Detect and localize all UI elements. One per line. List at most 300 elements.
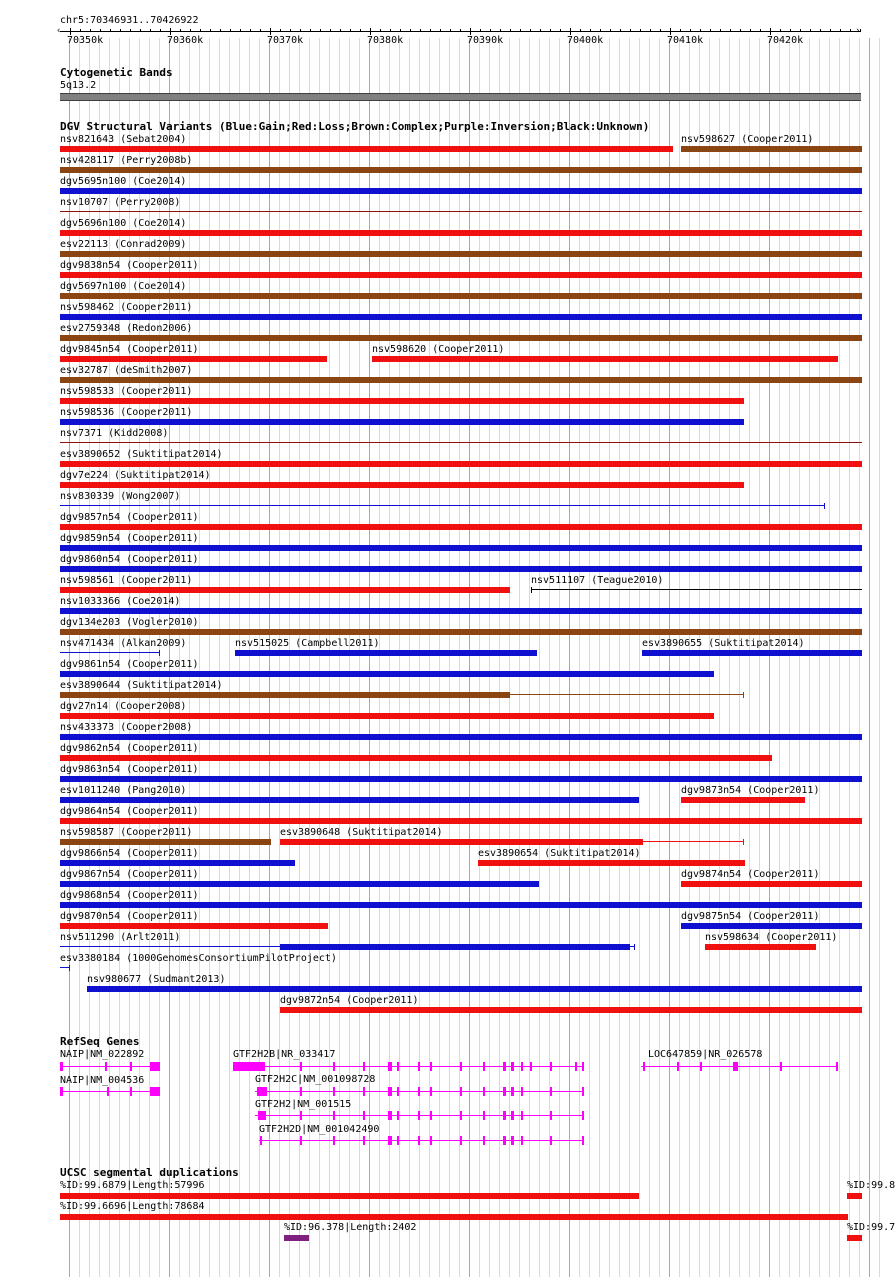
refseq-gene-label[interactable]: GTF2H2D|NM_001042490: [259, 1124, 380, 1135]
dgv-variant-bar[interactable]: [60, 146, 673, 152]
refseq-exon[interactable]: [260, 1136, 262, 1145]
ruler-minor-tick: [440, 29, 441, 32]
ruler-minor-tick: [720, 29, 721, 32]
dgv-variant-label[interactable]: nsv7371 (Kidd2008): [60, 428, 169, 439]
dgv-variant-bar[interactable]: [60, 167, 862, 173]
refseq-exon[interactable]: [418, 1062, 420, 1071]
ruler-minor-tick: [210, 29, 211, 32]
ruler-tick-label: 70360k: [167, 35, 204, 46]
ruler-minor-tick: [580, 29, 581, 32]
refseq-exon[interactable]: [60, 1062, 63, 1071]
dgv-variant-bar[interactable]: [705, 944, 816, 950]
dgv-variant-label[interactable]: esv3890654 (Suktitipat2014): [478, 848, 641, 859]
dgv-variant-line[interactable]: [60, 946, 280, 947]
dgv-variant-label[interactable]: dgv9870n54 (Cooper2011): [60, 911, 199, 922]
dgv-variant-bar[interactable]: [60, 230, 862, 236]
refseq-exon[interactable]: [550, 1111, 552, 1120]
dgv-variant-label[interactable]: nsv1033366 (Coe2014): [60, 596, 181, 607]
dgv-variant-bar[interactable]: [60, 461, 862, 467]
dgv-variant-bar[interactable]: [60, 419, 744, 425]
dgv-variant-bar[interactable]: [60, 335, 862, 341]
refseq-exon[interactable]: [388, 1136, 392, 1145]
ruler-tick-label: 70400k: [567, 35, 604, 46]
refseq-exon[interactable]: [511, 1136, 514, 1145]
dgv-variant-line[interactable]: [531, 589, 862, 590]
dgv-variant-label[interactable]: dgv9873n54 (Cooper2011): [681, 785, 820, 796]
refseq-exon[interactable]: [397, 1087, 399, 1096]
refseq-exon[interactable]: [130, 1087, 132, 1096]
ruler-minor-tick: [650, 29, 651, 32]
dgv-variant-label[interactable]: esv22113 (Conrad2009): [60, 239, 187, 250]
ruler-minor-tick: [840, 29, 841, 32]
ruler-minor-tick: [780, 29, 781, 32]
dgv-variant-label[interactable]: esv3380184 (1000GenomesConsortiumPilotProject): [60, 953, 337, 964]
dgv-variant-label[interactable]: dgv9872n54 (Cooper2011): [280, 995, 419, 1006]
dgv-variant-bar[interactable]: [60, 398, 744, 404]
ruler-minor-tick: [450, 29, 451, 32]
ruler-minor-tick: [560, 29, 561, 32]
dgv-variant-label[interactable]: dgv9874n54 (Cooper2011): [681, 869, 820, 880]
ruler-major-tick: [470, 28, 471, 35]
refseq-gene-label[interactable]: LOC647859|NR_026578: [648, 1049, 763, 1060]
ruler-minor-tick: [590, 29, 591, 32]
dgv-variant-label[interactable]: esv3890644 (Suktitipat2014): [60, 680, 223, 691]
refseq-exon[interactable]: [700, 1062, 702, 1071]
ruler-minor-tick: [630, 29, 631, 32]
dgv-variant-endcap[interactable]: [531, 587, 532, 593]
ruler-tick-label: 70350k: [67, 35, 104, 46]
dgv-variant-label[interactable]: nsv598536 (Cooper2011): [60, 407, 193, 418]
refseq-exon[interactable]: [388, 1111, 392, 1120]
ruler-minor-tick: [200, 29, 201, 32]
ruler-minor-tick: [480, 29, 481, 32]
refseq-exon[interactable]: [363, 1062, 365, 1071]
ruler-minor-tick: [300, 29, 301, 32]
dgv-variant-bar[interactable]: [60, 671, 714, 677]
dgv-variant-endcap[interactable]: [69, 965, 70, 971]
dgv-variant-label[interactable]: dgv9875n54 (Cooper2011): [681, 911, 820, 922]
dgv-variant-label[interactable]: nsv10707 (Perry2008): [60, 197, 181, 208]
dgv-variant-endcap[interactable]: [824, 503, 825, 509]
refseq-exon[interactable]: [503, 1087, 506, 1096]
dgv-variant-bar[interactable]: [60, 314, 862, 320]
ruler-minor-tick: [710, 29, 711, 32]
dgv-variant-bar[interactable]: [60, 251, 862, 257]
segdup-label[interactable]: %ID:99.6696|Length:78684: [60, 1201, 205, 1212]
dgv-variant-bar[interactable]: [280, 1007, 862, 1013]
ruler-minor-tick: [530, 29, 531, 32]
dgv-variant-bar[interactable]: [60, 293, 862, 299]
dgv-variant-bar[interactable]: [642, 650, 862, 656]
refseq-exon[interactable]: [430, 1062, 432, 1071]
dgv-variant-label[interactable]: nsv598587 (Cooper2011): [60, 827, 193, 838]
dgv-variant-bar[interactable]: [60, 608, 862, 614]
cytoband-bar[interactable]: [60, 93, 861, 101]
ruler-major-tick: [370, 28, 371, 35]
refseq-exon[interactable]: [511, 1062, 514, 1071]
refseq-exon[interactable]: [300, 1062, 302, 1071]
ruler-minor-tick: [520, 29, 521, 32]
refseq-exon[interactable]: [60, 1087, 63, 1096]
dgv-variant-label[interactable]: nsv433373 (Cooper2008): [60, 722, 193, 733]
segdup-track-title: UCSC segmental duplications: [60, 1166, 239, 1179]
dgv-variant-label[interactable]: dgv9862n54 (Cooper2011): [60, 743, 199, 754]
dgv-variant-label[interactable]: dgv134e203 (Vogler2010): [60, 617, 199, 628]
dgv-variant-label[interactable]: dgv9866n54 (Cooper2011): [60, 848, 199, 859]
dgv-variant-endcap[interactable]: [634, 944, 635, 950]
refseq-exon[interactable]: [300, 1087, 302, 1096]
dgv-variant-bar[interactable]: [60, 881, 539, 887]
refseq-exon[interactable]: [575, 1062, 577, 1071]
dgv-variant-bar[interactable]: [60, 587, 510, 593]
ruler-minor-tick: [750, 29, 751, 32]
refseq-exon[interactable]: [130, 1062, 132, 1071]
refseq-exon[interactable]: [521, 1111, 523, 1120]
ruler-minor-tick: [820, 29, 821, 32]
dgv-variant-label[interactable]: esv2759348 (Redon2006): [60, 323, 193, 334]
ruler-minor-tick: [640, 29, 641, 32]
ruler-minor-tick: [680, 29, 681, 32]
dgv-variant-line[interactable]: [510, 694, 744, 695]
ruler-minor-tick: [130, 29, 131, 32]
refseq-exon[interactable]: [430, 1136, 432, 1145]
segdup-bar[interactable]: [284, 1235, 309, 1241]
dgv-variant-bar[interactable]: [60, 272, 862, 278]
dgv-variant-label[interactable]: nsv598462 (Cooper2011): [60, 302, 193, 313]
dgv-variant-bar[interactable]: [60, 818, 862, 824]
dgv-variant-bar[interactable]: [681, 797, 805, 803]
ruler-minor-tick: [410, 29, 411, 32]
dgv-variant-label[interactable]: nsv598533 (Cooper2011): [60, 386, 193, 397]
ruler-minor-tick: [460, 29, 461, 32]
refseq-exon[interactable]: [460, 1087, 462, 1096]
dgv-variant-bar[interactable]: [60, 692, 510, 698]
ruler-minor-tick: [230, 29, 231, 32]
dgv-variant-label[interactable]: dgv5695n100 (Coe2014): [60, 176, 187, 187]
refseq-gene-label[interactable]: GTF2H2|NM_001515: [255, 1099, 352, 1110]
refseq-exon[interactable]: [503, 1062, 506, 1071]
refseq-exon[interactable]: [511, 1111, 514, 1120]
ruler-minor-tick: [290, 29, 291, 32]
dgv-variant-bar[interactable]: [60, 188, 862, 194]
ruler-minor-tick: [730, 29, 731, 32]
dgv-variant-line[interactable]: [60, 442, 862, 443]
refseq-exon[interactable]: [483, 1136, 485, 1145]
ruler-minor-tick: [350, 29, 351, 32]
refseq-exon[interactable]: [521, 1136, 523, 1145]
ruler-tick-label: 70370k: [267, 35, 304, 46]
dgv-variant-label[interactable]: nsv428117 (Perry2008b): [60, 155, 193, 166]
ruler-minor-tick: [790, 29, 791, 32]
dgv-variant-label[interactable]: dgv5696n100 (Coe2014): [60, 218, 187, 229]
dgv-variant-bar[interactable]: [60, 713, 714, 719]
segdup-bar[interactable]: [847, 1235, 862, 1241]
dgv-variant-label[interactable]: dgv27n14 (Cooper2008): [60, 701, 187, 712]
dgv-variant-bar[interactable]: [681, 146, 862, 152]
ruler-major-tick: [70, 28, 71, 35]
ruler-minor-tick: [810, 29, 811, 32]
refseq-exon[interactable]: [836, 1062, 838, 1071]
dgv-variant-bar[interactable]: [60, 797, 639, 803]
ruler-major-tick: [270, 28, 271, 35]
refseq-exon[interactable]: [550, 1087, 552, 1096]
refseq-exon[interactable]: [333, 1062, 335, 1071]
segdup-bar[interactable]: [60, 1214, 848, 1220]
range-label: chr5:70346931..70426922: [60, 15, 199, 26]
dgv-variant-endcap[interactable]: [743, 692, 744, 698]
ruler-minor-tick: [100, 29, 101, 32]
ruler-minor-tick: [420, 29, 421, 32]
segdup-label[interactable]: %ID:99.8: [847, 1180, 895, 1191]
refseq-exon[interactable]: [460, 1062, 462, 1071]
dgv-variant-label[interactable]: esv3890648 (Suktitipat2014): [280, 827, 443, 838]
dgv-variant-label[interactable]: nsv830339 (Wong2007): [60, 491, 181, 502]
dgv-variant-label[interactable]: nsv471434 (Alkan2009): [60, 638, 187, 649]
ruler-tick-label: 70380k: [367, 35, 404, 46]
ruler-minor-tick: [430, 29, 431, 32]
dgv-variant-bar[interactable]: [280, 839, 643, 845]
ruler-minor-tick: [310, 29, 311, 32]
refseq-intron-line[interactable]: [60, 1066, 160, 1067]
dgv-variant-label[interactable]: dgv5697n100 (Coe2014): [60, 281, 187, 292]
ruler-major-tick: [770, 28, 771, 35]
dgv-variant-bar[interactable]: [280, 944, 630, 950]
ruler-minor-tick: [250, 29, 251, 32]
refseq-exon[interactable]: [418, 1136, 420, 1145]
refseq-exon[interactable]: [582, 1087, 584, 1096]
dgv-variant-label[interactable]: esv32787 (deSmith2007): [60, 365, 193, 376]
dgv-variant-bar[interactable]: [60, 566, 862, 572]
ruler-minor-tick: [320, 29, 321, 32]
ruler-major-tick: [570, 28, 571, 35]
refseq-exon[interactable]: [503, 1111, 506, 1120]
ruler-minor-tick: [610, 29, 611, 32]
refseq-gene-label[interactable]: GTF2H2B|NR_033417: [233, 1049, 336, 1060]
dgv-track-title: DGV Structural Variants (Blue:Gain;Red:Loss;Brown:Complex;Purple:Inversion;Black:Unknown): [60, 120, 650, 133]
refseq-gene-label[interactable]: GTF2H2C|NM_001098728: [255, 1074, 376, 1085]
ruler-tick-label: 70410k: [667, 35, 704, 46]
dgv-variant-label[interactable]: nsv598620 (Cooper2011): [372, 344, 505, 355]
refseq-exon[interactable]: [430, 1087, 432, 1096]
dgv-variant-line[interactable]: [60, 211, 862, 212]
dgv-variant-bar[interactable]: [60, 734, 862, 740]
segdup-label[interactable]: %ID:96.378|Length:2402: [284, 1222, 417, 1233]
refseq-exon[interactable]: [582, 1062, 584, 1071]
dgv-variant-bar[interactable]: [60, 356, 327, 362]
ruler-minor-tick: [150, 29, 151, 32]
ruler-left-arrow: ‹: [56, 26, 62, 36]
dgv-variant-bar[interactable]: [60, 755, 772, 761]
ruler-minor-tick: [850, 29, 851, 32]
ruler-minor-tick: [510, 29, 511, 32]
refseq-exon[interactable]: [397, 1062, 399, 1071]
dgv-variant-label[interactable]: dgv9859n54 (Cooper2011): [60, 533, 199, 544]
ruler-minor-tick: [340, 29, 341, 32]
dgv-variant-bar[interactable]: [60, 902, 862, 908]
ruler-minor-tick: [90, 29, 91, 32]
ruler-minor-tick: [140, 29, 141, 32]
dgv-variant-label[interactable]: nsv598561 (Cooper2011): [60, 575, 193, 586]
dgv-variant-line[interactable]: [60, 505, 825, 506]
ruler-minor-tick: [180, 29, 181, 32]
refseq-exon[interactable]: [460, 1111, 462, 1120]
dgv-variant-label[interactable]: nsv515025 (Campbell2011): [235, 638, 380, 649]
dgv-variant-label[interactable]: esv3890655 (Suktitipat2014): [642, 638, 805, 649]
refseq-exon[interactable]: [582, 1136, 584, 1145]
refseq-exon[interactable]: [582, 1111, 584, 1120]
refseq-gene-label[interactable]: NAIP|NM_022892: [60, 1049, 145, 1060]
ruler-minor-tick: [240, 29, 241, 32]
ruler-minor-tick: [120, 29, 121, 32]
refseq-exon[interactable]: [511, 1087, 514, 1096]
ruler-minor-tick: [690, 29, 691, 32]
refseq-intron-line[interactable]: [60, 1091, 160, 1092]
refseq-exon[interactable]: [363, 1087, 365, 1096]
refseq-exon[interactable]: [460, 1136, 462, 1145]
ruler-minor-tick: [490, 29, 491, 32]
refseq-exon[interactable]: [418, 1087, 420, 1096]
refseq-exon[interactable]: [550, 1136, 552, 1145]
dgv-variant-label[interactable]: dgv9863n54 (Cooper2011): [60, 764, 199, 775]
dgv-variant-bar[interactable]: [372, 356, 838, 362]
dgv-variant-label[interactable]: nsv511290 (Arlt2011): [60, 932, 181, 943]
dgv-variant-bar[interactable]: [60, 839, 271, 845]
refseq-exon[interactable]: [503, 1136, 506, 1145]
dgv-variant-bar[interactable]: [681, 923, 862, 929]
dgv-variant-label[interactable]: nsv511107 (Teague2010): [531, 575, 664, 586]
refseq-exon[interactable]: [780, 1062, 782, 1071]
dgv-variant-label[interactable]: nsv598627 (Cooper2011): [681, 134, 814, 145]
refseq-exon[interactable]: [363, 1111, 365, 1120]
ruler-minor-tick: [540, 29, 541, 32]
ruler-minor-tick: [220, 29, 221, 32]
ruler-minor-tick: [550, 29, 551, 32]
refseq-exon[interactable]: [521, 1087, 523, 1096]
refseq-exon[interactable]: [105, 1062, 107, 1071]
refseq-exon[interactable]: [150, 1062, 160, 1071]
refseq-exon[interactable]: [530, 1062, 532, 1071]
dgv-variant-bar[interactable]: [60, 545, 862, 551]
segdup-bar[interactable]: [60, 1193, 639, 1199]
refseq-intron-line[interactable]: [641, 1066, 838, 1067]
refseq-exon[interactable]: [258, 1111, 266, 1120]
refseq-exon[interactable]: [483, 1111, 485, 1120]
ruler-minor-tick: [740, 29, 741, 32]
ruler-minor-tick: [260, 29, 261, 32]
dgv-variant-bar[interactable]: [235, 650, 537, 656]
dgv-variant-line[interactable]: [60, 652, 160, 653]
refseq-exon[interactable]: [397, 1111, 399, 1120]
dgv-variant-label[interactable]: dgv9838n54 (Cooper2011): [60, 260, 199, 271]
dgv-variant-label[interactable]: esv1011240 (Pang2010): [60, 785, 187, 796]
refseq-exon[interactable]: [733, 1062, 738, 1071]
refseq-exon[interactable]: [643, 1062, 645, 1071]
refseq-exon[interactable]: [483, 1062, 485, 1071]
dgv-variant-label[interactable]: dgv9860n54 (Cooper2011): [60, 554, 199, 565]
refseq-exon[interactable]: [483, 1087, 485, 1096]
refseq-exon[interactable]: [300, 1111, 302, 1120]
ruler-minor-tick: [360, 29, 361, 32]
ruler-right-arrow: ›: [855, 26, 861, 36]
dgv-variant-bar[interactable]: [87, 986, 862, 992]
dgv-variant-label[interactable]: dgv9867n54 (Cooper2011): [60, 869, 199, 880]
dgv-variant-bar[interactable]: [60, 776, 862, 782]
refseq-exon[interactable]: [333, 1111, 335, 1120]
dgv-variant-label[interactable]: dgv9861n54 (Cooper2011): [60, 659, 199, 670]
ruler-minor-tick: [390, 29, 391, 32]
dgv-variant-bar[interactable]: [681, 881, 862, 887]
ruler-minor-tick: [800, 29, 801, 32]
dgv-variant-endcap[interactable]: [743, 839, 744, 845]
refseq-exon[interactable]: [333, 1136, 335, 1145]
dgv-variant-bar[interactable]: [60, 524, 862, 530]
refseq-exon[interactable]: [300, 1136, 302, 1145]
ruler-major-tick: [670, 28, 671, 35]
refseq-track-title: RefSeq Genes: [60, 1035, 140, 1048]
refseq-exon[interactable]: [333, 1087, 335, 1096]
refseq-intron-line[interactable]: [259, 1140, 584, 1141]
dgv-variant-label[interactable]: nsv598634 (Cooper2011): [705, 932, 838, 943]
ruler-minor-tick: [700, 29, 701, 32]
dgv-variant-label[interactable]: dgv9864n54 (Cooper2011): [60, 806, 199, 817]
ruler-minor-tick: [760, 29, 761, 32]
refseq-exon[interactable]: [388, 1062, 392, 1071]
refseq-exon[interactable]: [521, 1062, 523, 1071]
segdup-label[interactable]: %ID:99.7: [847, 1222, 895, 1233]
refseq-exon[interactable]: [430, 1111, 432, 1120]
refseq-exon[interactable]: [397, 1136, 399, 1145]
dgv-variant-label[interactable]: dgv9845n54 (Cooper2011): [60, 344, 199, 355]
refseq-exon[interactable]: [150, 1087, 160, 1096]
dgv-variant-label[interactable]: nsv980677 (Sudmant2013): [87, 974, 226, 985]
ruler-minor-tick: [500, 29, 501, 32]
refseq-exon[interactable]: [257, 1087, 267, 1096]
ruler-tick-label: 70390k: [467, 35, 504, 46]
dgv-variant-label[interactable]: dgv9857n54 (Cooper2011): [60, 512, 199, 523]
refseq-exon[interactable]: [677, 1062, 679, 1071]
ruler-minor-tick: [860, 29, 861, 32]
dgv-variant-bar[interactable]: [60, 377, 862, 383]
ruler-minor-tick: [380, 29, 381, 32]
dgv-variant-label[interactable]: nsv821643 (Sebat2004): [60, 134, 187, 145]
segdup-bar[interactable]: [847, 1193, 862, 1199]
ruler-minor-tick: [110, 29, 111, 32]
dgv-variant-bar[interactable]: [478, 860, 745, 866]
refseq-exon[interactable]: [233, 1062, 265, 1071]
ruler-minor-tick: [190, 29, 191, 32]
refseq-exon[interactable]: [363, 1136, 365, 1145]
ruler-minor-tick: [600, 29, 601, 32]
ruler-minor-tick: [830, 29, 831, 32]
refseq-gene-label[interactable]: NAIP|NM_004536: [60, 1075, 145, 1086]
dgv-variant-bar[interactable]: [60, 923, 328, 929]
refseq-exon[interactable]: [550, 1062, 552, 1071]
ruler-minor-tick: [280, 29, 281, 32]
refseq-exon[interactable]: [107, 1087, 109, 1096]
dgv-variant-line[interactable]: [643, 841, 744, 842]
dgv-variant-endcap[interactable]: [159, 650, 160, 656]
dgv-variant-label[interactable]: dgv7e224 (Suktitipat2014): [60, 470, 211, 481]
dgv-variant-bar[interactable]: [60, 629, 862, 635]
dgv-variant-label[interactable]: esv3890652 (Suktitipat2014): [60, 449, 223, 460]
dgv-variant-bar[interactable]: [60, 482, 744, 488]
segdup-label[interactable]: %ID:99.6879|Length:57996: [60, 1180, 205, 1191]
ruler-tick-label: 70420k: [767, 35, 804, 46]
refseq-exon[interactable]: [388, 1087, 392, 1096]
refseq-exon[interactable]: [418, 1111, 420, 1120]
dgv-variant-bar[interactable]: [60, 860, 295, 866]
dgv-variant-label[interactable]: dgv9868n54 (Cooper2011): [60, 890, 199, 901]
